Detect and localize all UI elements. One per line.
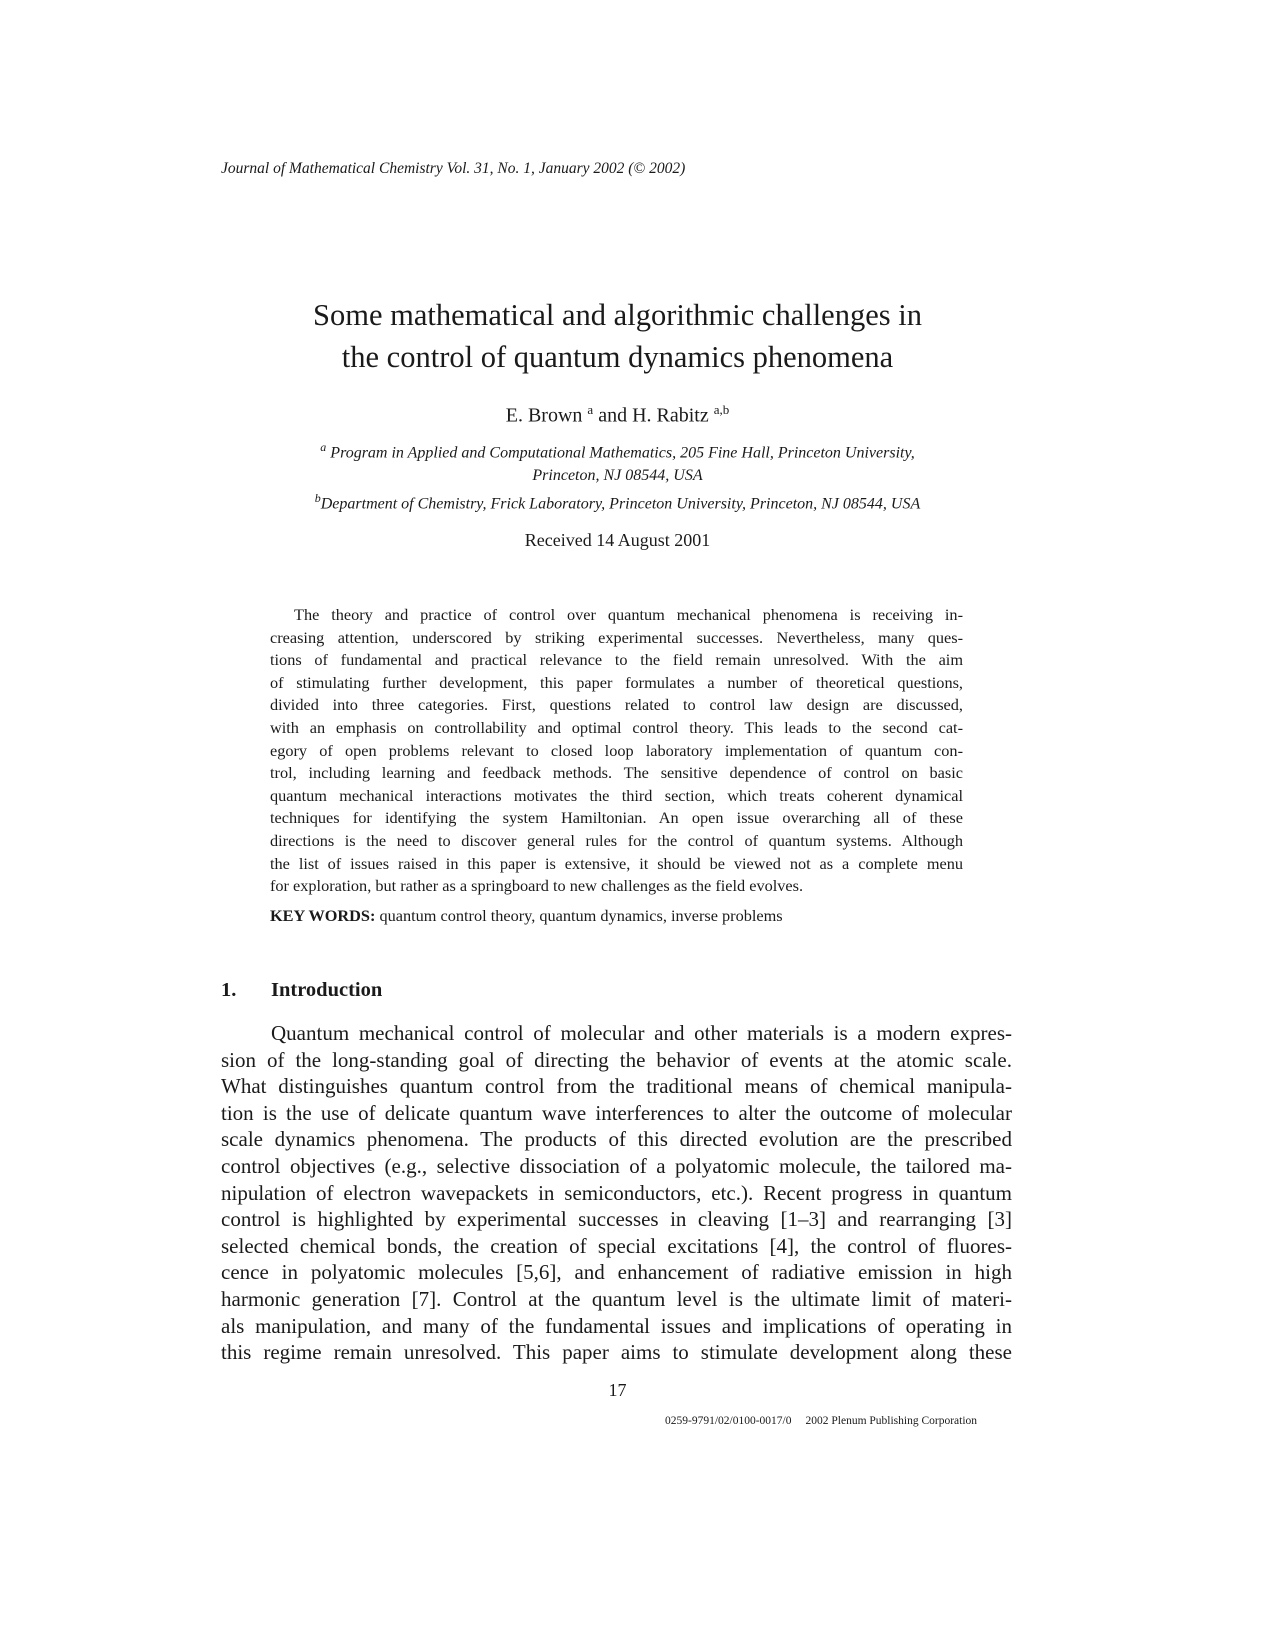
text-line: with an emphasis on controllability and optimal control theory. This leads to the second cat- [270, 717, 963, 737]
text-line: for exploration, but rather as a springboard to new challenges as the field evolves. [270, 876, 804, 896]
copyright-footer [665, 1415, 977, 1427]
text-line: quantum mechanical interactions motivates the third section, which treats coherent dynamical [270, 785, 963, 805]
text-line: techniques for identifying the system Hamiltonian. An open issue overarching all of these [270, 808, 963, 828]
title-line: Some mathematical and algorithmic challenges in [313, 298, 922, 332]
text-line: control is highlighted by experimental successes in cleaving [1–3] and rearranging [3] [221, 1207, 1012, 1232]
affiliations [0, 436, 1235, 516]
author-affil-mark: a,b [713, 402, 730, 417]
paper-title [0, 294, 1235, 378]
text-line: creasing attention, underscored by striking experimental successes. Nevertheless, many ques- [270, 627, 963, 647]
text-line: directions is the need to discover general rules for the control of quantum systems. Although [270, 830, 963, 850]
text-line: harmonic generation [7]. Control at the quantum level is the ultimate limit of materi- [221, 1286, 1012, 1311]
affiliation-a-cont: Princeton, NJ 08544, USA [532, 467, 703, 485]
text-line: egory of open problems relevant to closed loop laboratory implementation of quantum con- [270, 740, 963, 760]
text-line: tion is the use of delicate quantum wave interferences to alter the outcome of molecular [221, 1100, 1012, 1125]
text-line: sion of the long-standing goal of directing the behavior of events at the atomic scale. [221, 1047, 1012, 1072]
text-line: the list of issues raised in this paper is extensive, it should be viewed not as a complete menu [270, 853, 963, 873]
text-line: als manipulation, and many of the fundamental issues and implications of operating in [221, 1313, 1012, 1338]
text-line: scale dynamics phenomena. The products of this directed evolution are the prescribed [221, 1127, 1012, 1152]
text-line: tions of fundamental and practical relevance to the field remain unresolved. With the aim [270, 650, 963, 670]
keywords-text: quantum control theory, quantum dynamics, inverse problems [375, 906, 783, 925]
authors [0, 402, 1235, 428]
affil-mark: a [320, 440, 327, 454]
affiliation-b: Department of Chemistry, Frick Laboratory, Princeton University, Princeton, NJ 08544, USA [320, 495, 921, 513]
author-name: E. Brown [505, 404, 583, 427]
text-line: cence in polyatomic molecules [5,6], and enhancement of radiative emission in high [221, 1260, 1012, 1285]
affiliation-a: Program in Applied and Computational Mathematics, 205 Fine Hall, Princeton University, [330, 444, 915, 462]
text-line: The theory and practice of control over quantum mechanical phenomena is receiving in- [294, 605, 963, 624]
section-number: 1. [221, 979, 237, 1001]
text-line: trol, including learning and feedback methods. The sensitive dependence of control on basic [270, 763, 963, 783]
section-title: Introduction [271, 979, 383, 1001]
text-line: divided into three categories. First, questions related to control law design are discussed, [270, 695, 963, 715]
body-text [221, 1020, 1012, 1366]
author-name: and H. Rabitz [593, 404, 709, 427]
text-line: control objectives (e.g., selective dissociation of a polyatomic molecule, the tailored ma- [221, 1153, 1012, 1178]
text-line: Quantum mechanical control of molecular and other materials is a modern expres- [271, 1021, 1012, 1045]
keywords [270, 906, 783, 926]
page-number: 17 [608, 1380, 627, 1400]
running-head: Journal of Mathematical Chemistry Vol. 31, No. 1, January 2002 (© 2002) [221, 160, 686, 177]
text-line: What distinguishes quantum control from the traditional means of chemical manipula- [221, 1074, 1012, 1099]
received-date: Received 14 August 2001 [524, 530, 711, 550]
text-line: nipulation of electron wavepackets in semiconductors, etc.). Recent progress in quantum [221, 1180, 1012, 1205]
section-heading [221, 979, 382, 1002]
keywords-label: KEY WORDS: [270, 906, 376, 925]
text-line: of stimulating further development, this paper formulates a number of theoretical questions, [270, 672, 963, 692]
footer-publisher: 2002 Plenum Publishing Corporation [805, 1415, 978, 1427]
text-line: this regime remain unresolved. This paper aims to stimulate development along these [221, 1340, 1012, 1365]
text-line: selected chemical bonds, the creation of special excitations [4], the control of fluores- [221, 1233, 1012, 1258]
abstract [270, 604, 963, 898]
author-affil-mark: a [587, 402, 594, 417]
footer-code: 0259-9791/02/0100-0017/0 [665, 1415, 792, 1427]
title-line: the control of quantum dynamics phenomena [341, 340, 894, 374]
affil-mark: b [314, 491, 321, 506]
